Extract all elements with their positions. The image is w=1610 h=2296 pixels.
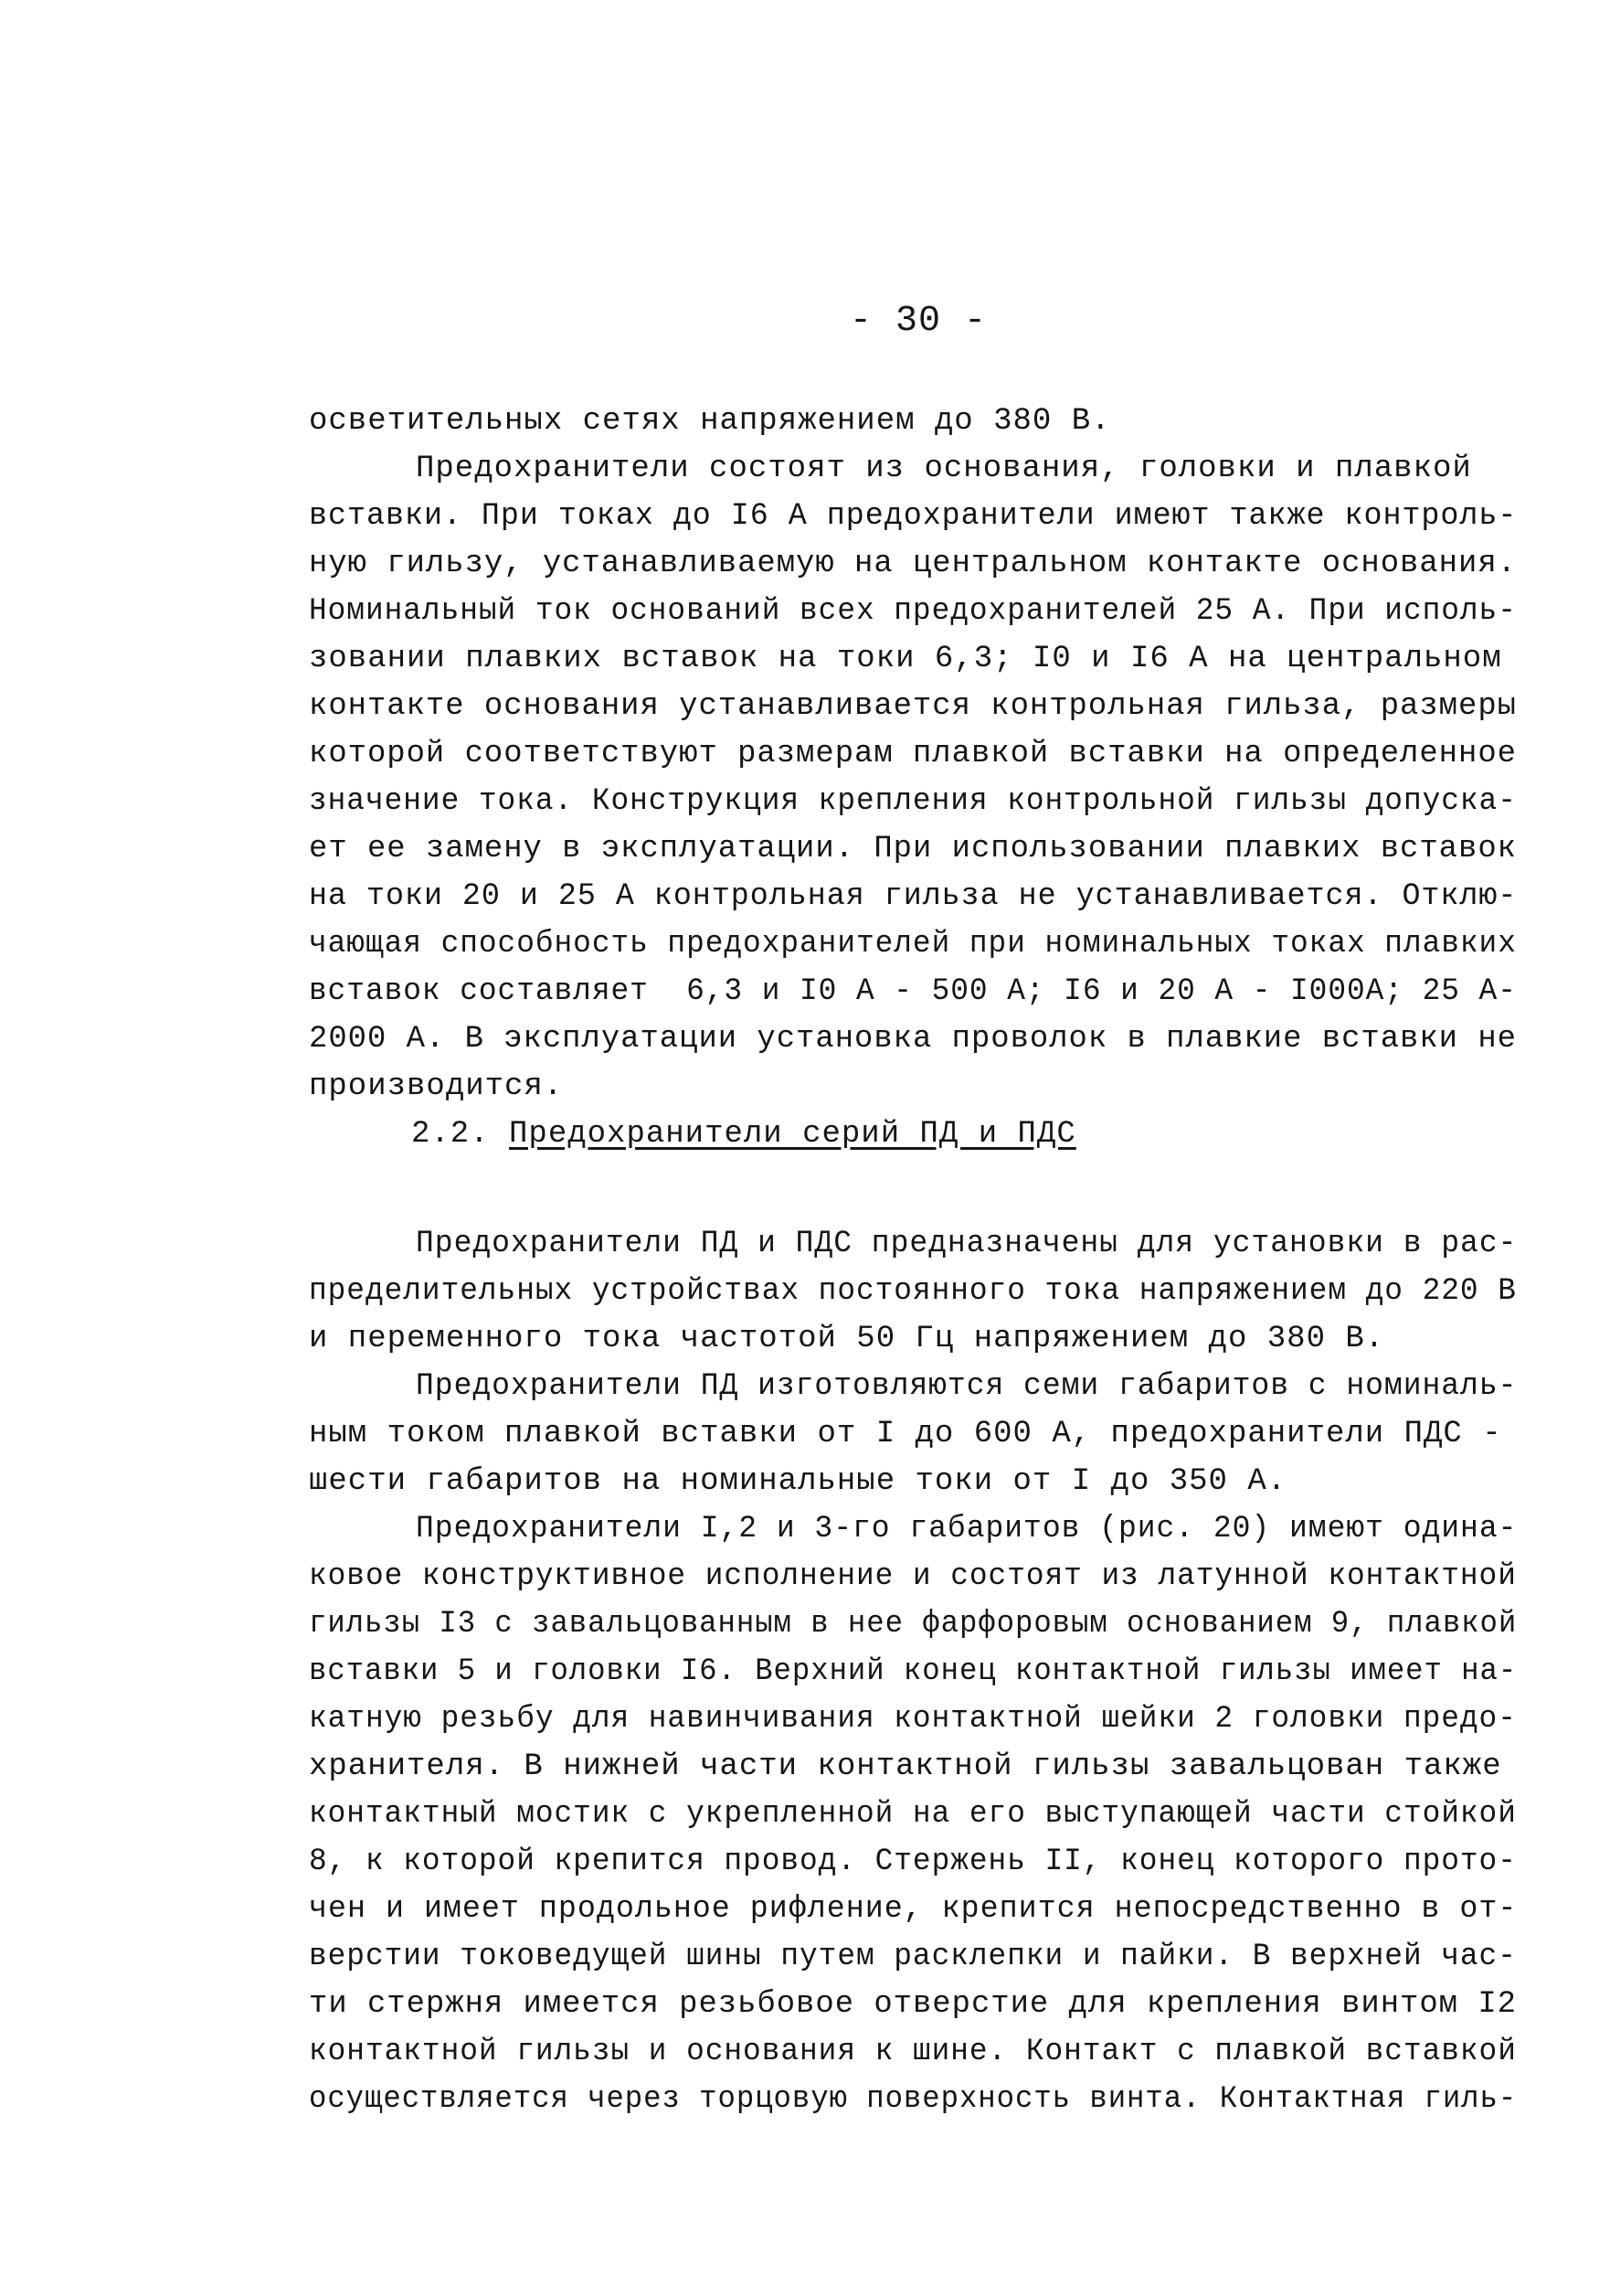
text-line: чающая способность предохранителей при номинальных токах плавких: [309, 927, 1517, 962]
section-heading-number: 2.2.: [411, 1117, 490, 1152]
text-line: ти стержня имеется резьбовое отверстие для крепления винтом I2: [309, 1987, 1517, 2022]
text-line: ным током плавкой вставки от I до 600 А, предохранители ПДС -: [309, 1417, 1502, 1451]
text-line: 2000 А. В эксплуатации установка проволок в плавкие вставки не: [309, 1022, 1517, 1057]
page-number: - 30 -: [850, 301, 988, 342]
text-line: значение тока. Конструкция крепления контрольной гильзы допуска-: [309, 784, 1517, 819]
text-line: осветительных сетях напряжением до 380 В.: [309, 404, 1111, 439]
text-line: катную резьбу для навинчивания контактной шейки 2 головки предо-: [309, 1702, 1517, 1737]
text-line: Номинальный ток оснований всех предохранителей 25 А. При исполь-: [309, 594, 1517, 629]
text-line: верстии токоведущей шины путем расклепки и пайки. В верхней час-: [309, 1940, 1517, 1974]
text-line: ную гильзу, устанавливаемую на центральном контакте основания.: [309, 547, 1517, 581]
text-line: и переменного тока частотой 50 Гц напряжением до 380 В.: [309, 1322, 1385, 1356]
section-heading: [411, 1113, 1076, 1155]
text-line: вставок составляет 6,3 и I0 А - 500 А; I6 и 20 А - I000А; 25 А-: [309, 974, 1517, 1009]
text-line: осуществляется через торцовую поверхность винта. Контактная гиль-: [309, 2082, 1518, 2117]
text-line: 8, к которой крепится провод. Стержень II, конец которого прото-: [309, 1844, 1517, 1879]
text-line: гильзы I3 с завальцованным в нее фарфоровым основанием 9, плавкой: [309, 1607, 1518, 1642]
text-line: контакте основания устанавливается контрольная гильза, размеры: [309, 689, 1517, 724]
text-line: ковое конструктивное исполнение и состоят из латунной контактной: [309, 1559, 1517, 1594]
text-line: которой соответствуют размерам плавкой вставки на определенное: [309, 737, 1517, 771]
text-line: чен и имеет продольное рифление, крепится непосредственно в от-: [309, 1892, 1518, 1927]
text-line: производится.: [309, 1069, 564, 1104]
text-line: Предохранители ПД и ПДС предназначены для установки в рас-: [416, 1227, 1518, 1261]
text-line: контактной гильзы и основания к шине. Контакт с плавкой вставкой: [309, 2035, 1517, 2069]
text-line: хранителя. В нижней части контактной гильзы завальцован также: [309, 1749, 1502, 1784]
section-heading-title: Предохранители серий ПД и ПДС: [509, 1117, 1076, 1152]
text-line: зовании плавких вставок на токи 6,3; I0 и I6 А на центральном: [309, 642, 1502, 676]
text-line: Предохранители I,2 и 3-го габаритов (рис. 20) имеют одина-: [416, 1512, 1518, 1547]
text-line: ет ее замену в эксплуатации. При использовании плавких вставок: [309, 832, 1517, 866]
text-line: пределительных устройствах постоянного тока напряжением до 220 В: [309, 1274, 1517, 1309]
text-line: Предохранители ПД изготовляются семи габаритов с номиналь-: [416, 1369, 1518, 1404]
text-line: Предохранители состоят из основания, головки и плавкой: [416, 452, 1472, 486]
text-line: на токи 20 и 25 А контрольная гильза не устанавливается. Отклю-: [309, 879, 1518, 914]
text-line: вставки. При токах до I6 А предохранители имеют также контроль-: [309, 499, 1518, 534]
text-line: контактный мостик с укрепленной на его выступающей части стойкой: [309, 1797, 1517, 1832]
text-line: вставки 5 и головки I6. Верхний конец контактной гильзы имеет на-: [309, 1654, 1518, 1689]
text-line: шести габаритов на номинальные токи от I до 350 А.: [309, 1464, 1287, 1499]
